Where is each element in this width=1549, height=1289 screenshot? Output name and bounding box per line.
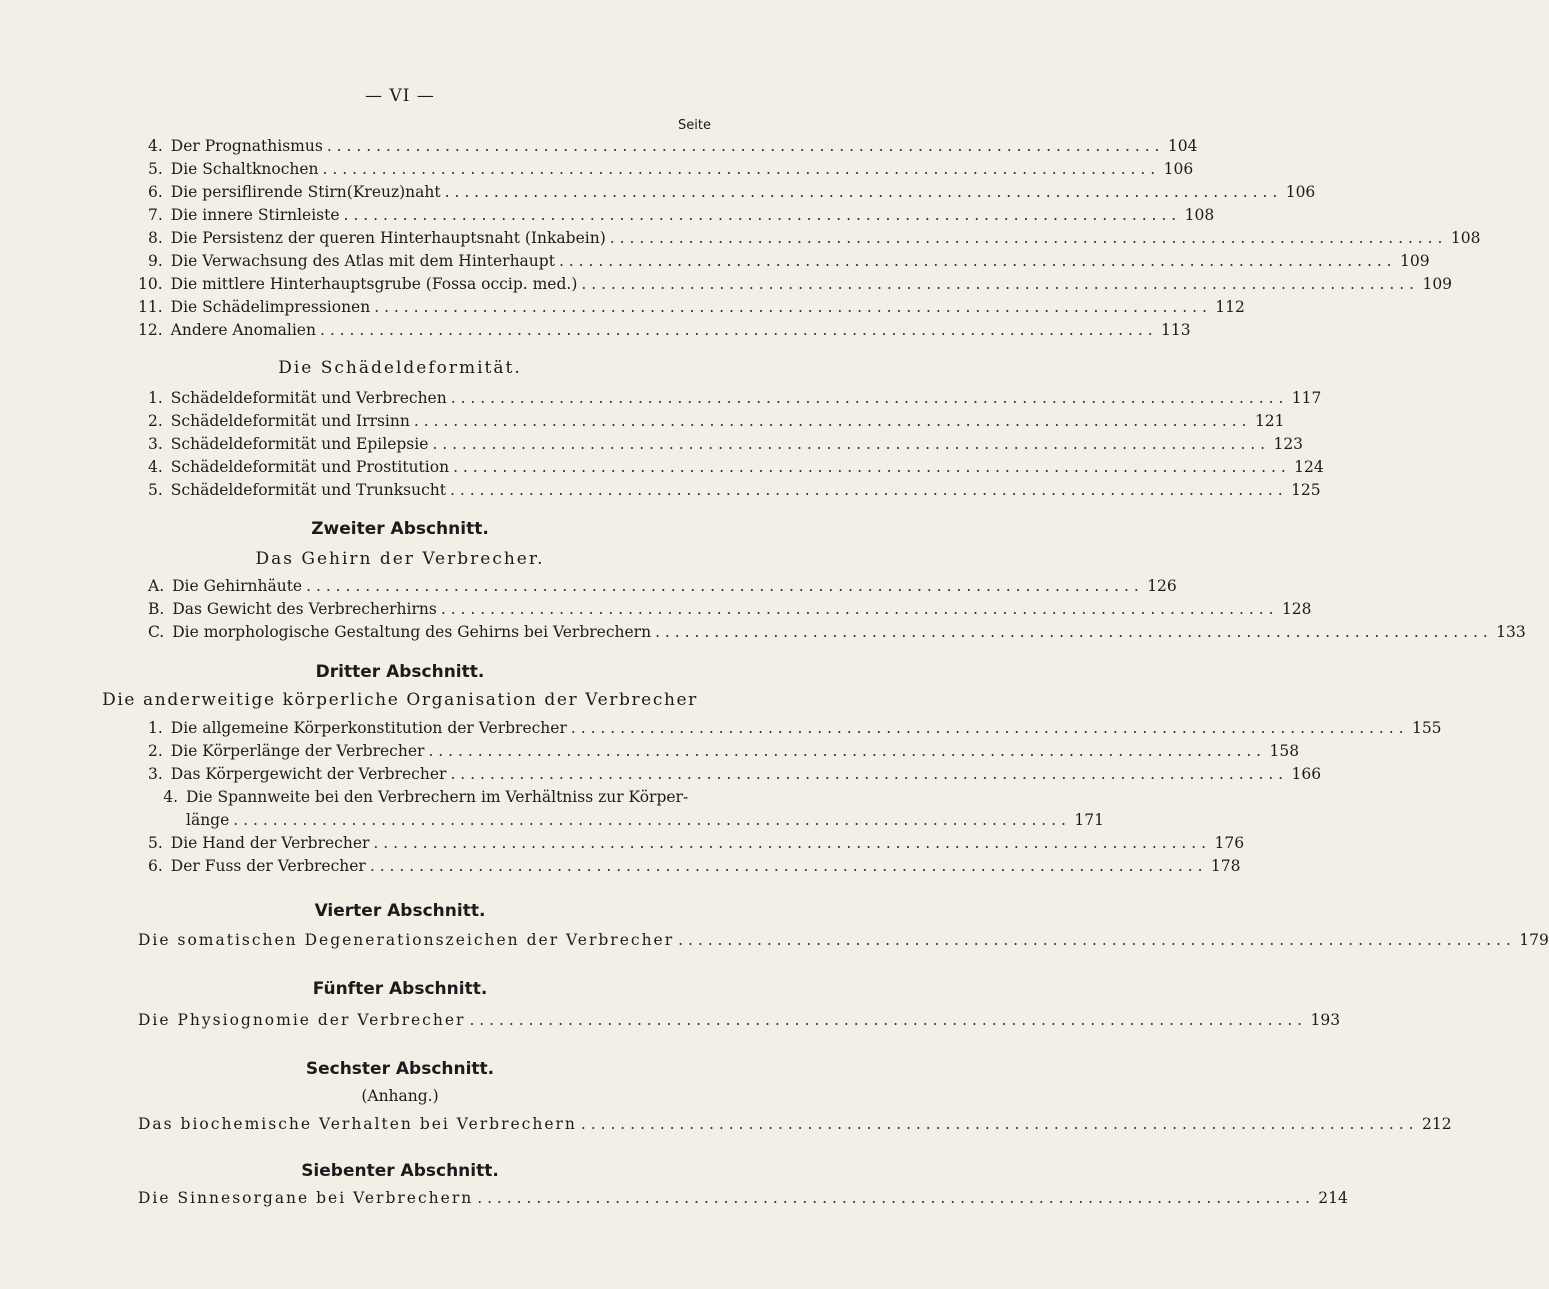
toc-entry: 2. Schädeldeformität und Irrsinn . . . 121 xyxy=(148,412,711,435)
section-heading-skull-deformity: Die Schädeldeformität. xyxy=(278,358,522,378)
section-label-sechster: Sechster Abschnitt. xyxy=(305,1059,495,1079)
toc-entry: Das biochemische Verhalten bei Verbrechern . . . 212 xyxy=(138,1115,711,1138)
toc-entry: 2. Die Körperlänge der Verbrecher . . . 158 xyxy=(148,742,711,765)
toc-entry: 11. Die Schädelimpressionen . . . 112 xyxy=(138,298,711,321)
toc-entry: 4. Schädeldeformität und Prostitution . . . 124 xyxy=(148,458,711,481)
section-label-dritter: Dritter Abschnitt. xyxy=(315,662,485,682)
section-note-anhang: (Anhang.) xyxy=(361,1087,439,1105)
toc-entry: 5. Die Schaltknochen . . . 106 xyxy=(148,160,711,183)
section-label-fuenfter: Fünfter Abschnitt. xyxy=(312,979,488,999)
toc-entry: 4. Der Prognathismus . . . 104 xyxy=(148,137,711,160)
toc-entry: Die Sinnesorgane bei Verbrechern . . . 214 xyxy=(138,1189,711,1212)
toc-entry: 1. Die allgemeine Körperkonstitution der Verbrecher . . . 155 xyxy=(148,719,711,742)
toc-entry: 9. Die Verwachsung des Atlas mit dem Hinterhaupt . . . 109 xyxy=(148,252,711,275)
toc-entry: 6. Der Fuss der Verbrecher . . . 178 xyxy=(148,857,711,880)
toc-entry: A. Die Gehirnhäute . . . 126 xyxy=(148,577,711,600)
column-header-seite: Seite xyxy=(678,118,711,133)
section-subtitle: Die anderweitige körperliche Organisation der Verbrecher xyxy=(102,690,698,710)
toc-entry: C. Die morphologische Gestaltung des Gehirns bei Verbrechern . . . 133 xyxy=(148,623,711,646)
toc-entry: B. Das Gewicht des Verbrecherhirns . . . 128 xyxy=(148,600,711,623)
toc-entry: 5. Die Hand der Verbrecher . . . 176 xyxy=(148,834,711,857)
toc-entry: 5. Schädeldeformität und Trunksucht . . . 125 xyxy=(148,481,711,504)
toc-entry: 12. Andere Anomalien . . . 113 xyxy=(138,321,711,344)
toc-entry: 8. Die Persistenz der queren Hinterhauptsnaht (Inkabein) . . . 108 xyxy=(148,229,711,252)
section-subtitle: Das Gehirn der Verbrecher. xyxy=(255,549,545,569)
toc-entry: 6. Die persiflirende Stirn(Kreuz)naht . . . 106 xyxy=(148,183,711,206)
toc-entry: 7. Die innere Stirnleiste . . . 108 xyxy=(148,206,711,229)
toc-entry: 10. Die mittlere Hinterhauptsgrube (Fossa occip. med.) . . . 109 xyxy=(138,275,711,298)
page-number: — VI — xyxy=(365,86,435,106)
toc-entry: Die somatischen Degenerationszeichen der Verbrecher . . . 179 xyxy=(138,931,711,954)
section-label-vierter: Vierter Abschnitt. xyxy=(314,901,486,921)
toc-entry-continuation: länge . . . 171 xyxy=(186,811,711,834)
section-label-zweiter: Zweiter Abschnitt. xyxy=(311,519,489,539)
toc-entry: 1. Schädeldeformität und Verbrechen . . . 117 xyxy=(148,389,711,412)
toc-entry: 4. Die Spannweite bei den Verbrechern im Verhältniss zur Körper- xyxy=(163,788,689,806)
toc-entry: Die Physiognomie der Verbrecher . . . 193 xyxy=(138,1011,711,1034)
section-label-siebenter: Siebenter Abschnitt. xyxy=(301,1161,499,1181)
toc-entry: 3. Das Körpergewicht der Verbrecher . . . 166 xyxy=(148,765,711,788)
toc-entry: 3. Schädeldeformität und Epilepsie . . . 123 xyxy=(148,435,711,458)
